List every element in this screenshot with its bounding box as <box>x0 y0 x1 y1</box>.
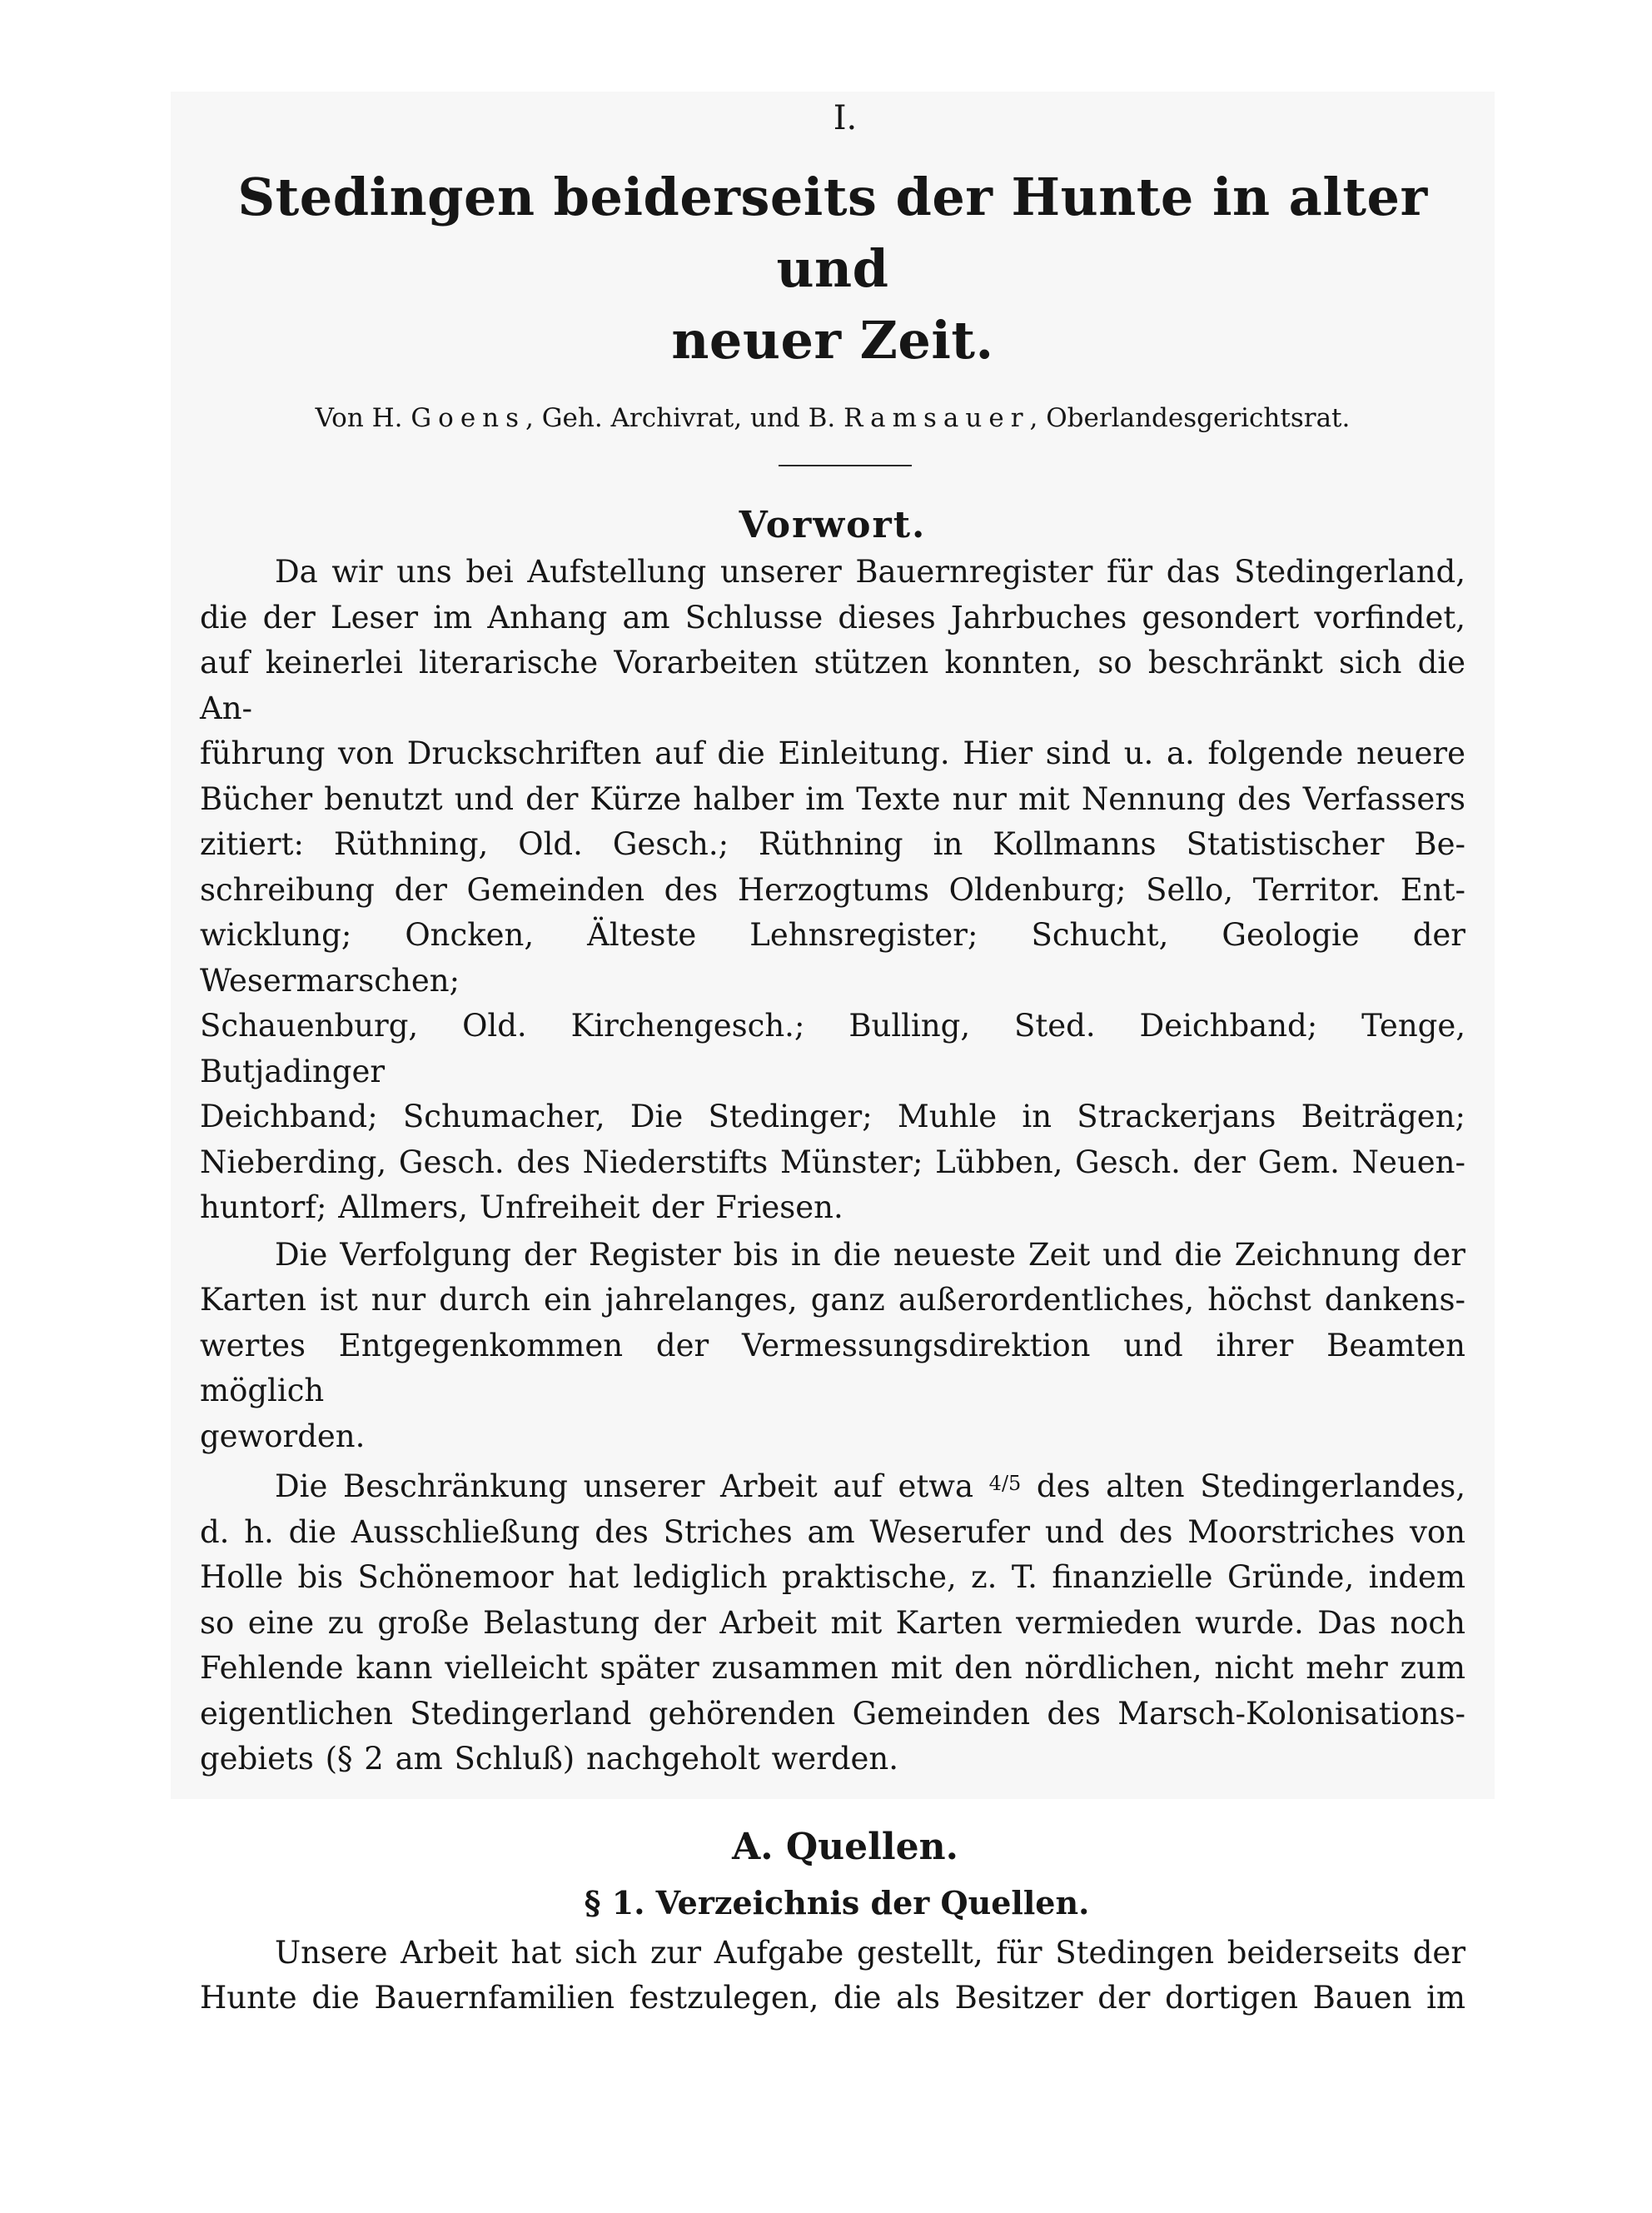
foreword-paragraph-1 <box>200 550 1465 1231</box>
text-line: Hunte die Bauernfamilien festzulegen, die als Besitzer der dortigen Bauen im <box>200 1980 1465 2016</box>
title-line-1: Stedingen beiderseits der Hunte in alter und <box>237 167 1428 299</box>
byline-prefix: Von H. <box>315 403 403 433</box>
text-segment: des alten Stedingerlandes, <box>1036 1468 1465 1504</box>
article-title <box>200 162 1465 376</box>
author-goens: Goens <box>411 403 526 433</box>
page-content <box>200 98 1465 2021</box>
text-line: d. h. die Ausschließung des Striches am Weserufer und des Moorstriches von <box>200 1513 1465 1550</box>
author-1-role: , Geh. Archivrat, und B. <box>525 403 836 433</box>
chapter-number: I. <box>833 99 858 137</box>
fraction-four-fifths: 4/5 <box>988 1472 1022 1495</box>
text-line: Da wir uns bei Aufstellung unserer Bauernregister für das Stedingerland, <box>275 554 1465 590</box>
text-line: wicklung; Oncken, Älteste Lehnsregister; Schucht, Geologie der Wesermarschen; <box>200 917 1465 999</box>
text-line: Nieberding, Gesch. des Niederstifts Münster; Lübben, Gesch. der Gem. Neuen- <box>200 1144 1465 1180</box>
subsection-heading <box>200 1882 1465 1924</box>
text-line: huntorf; Allmers, Unfreiheit der Friesen. <box>200 1189 843 1225</box>
text-line: Deichband; Schumacher, Die Stedinger; Muhle in Strackerjans Beiträgen; <box>200 1099 1465 1134</box>
text-line: Karten ist nur durch ein jahrelanges, ganz außerordentliches, höchst dankens- <box>200 1282 1465 1318</box>
subsection-number: § 1. <box>584 1883 645 1921</box>
text-line: so eine zu große Belastung der Arbeit mit Karten vermieden wurde. Das noch <box>200 1604 1465 1641</box>
text-line: auf keinerlei literarische Vorarbeiten stützen konnten, so beschränkt sich die An- <box>200 645 1465 726</box>
subsection-title: Verzeichnis der Quellen. <box>655 1883 1090 1921</box>
text-line: schreibung der Gemeinden des Herzogtums Oldenburg; Sello, Territor. Ent- <box>200 871 1465 908</box>
text-line <box>200 1461 1465 1510</box>
foreword-paragraph-3 <box>200 1461 1465 1782</box>
section-a-heading: A. Quellen. <box>732 1825 958 1868</box>
author-2-role: , Oberlandesgerichtsrat. <box>1029 403 1351 433</box>
byline <box>200 401 1465 435</box>
text-line: eigentlichen Stedingerland gehörenden Gemeinden des Marsch-Kolonisations- <box>200 1695 1465 1732</box>
text-line: geworden. <box>200 1418 366 1454</box>
foreword-heading: Vorwort. <box>739 504 927 546</box>
author-ramsauer: Ramsauer <box>843 403 1030 433</box>
text-line: die der Leser im Anhang am Schlusse dieses Jahrbuches gesondert vorfindet, <box>200 599 1465 635</box>
text-line: wertes Entgegenkommen der Vermessungsdirektion und ihrer Beamten möglich <box>200 1327 1465 1408</box>
text-line: Unsere Arbeit hat sich zur Aufgabe gestellt, für Stedingen beiderseits der <box>275 1934 1465 1971</box>
text-line: Fehlende kann vielleicht später zusammen mit den nördlichen, nicht mehr zum <box>200 1650 1465 1686</box>
text-line: Schauenburg, Old. Kirchengesch.; Bulling, Sted. Deichband; Tenge, Butjadinger <box>200 1008 1465 1089</box>
text-segment: Die Beschränkung unserer Arbeit auf etwa <box>275 1468 974 1504</box>
foreword-paragraph-2 <box>200 1233 1465 1460</box>
text-line: gebiets (§ 2 am Schluß) nachgeholt werden. <box>200 1741 899 1777</box>
text-line: Die Verfolgung der Register bis in die neueste Zeit und die Zeichnung der <box>275 1236 1465 1273</box>
title-divider <box>779 465 912 466</box>
section-a-paragraph <box>200 1931 1465 2021</box>
text-line: Bücher benutzt und der Kürze halber im Texte nur mit Nennung des Verfassers <box>200 780 1465 817</box>
text-line: zitiert: Rüthning, Old. Gesch.; Rüthning in Kollmanns Statistischer Be- <box>200 826 1465 862</box>
title-line-2: neuer Zeit. <box>671 310 994 371</box>
text-line: Holle bis Schönemoor hat lediglich praktische, z. T. finanzielle Gründe, indem <box>200 1559 1465 1595</box>
text-line: führung von Druckschriften auf die Einleitung. Hier sind u. a. folgende neuere <box>200 735 1465 771</box>
